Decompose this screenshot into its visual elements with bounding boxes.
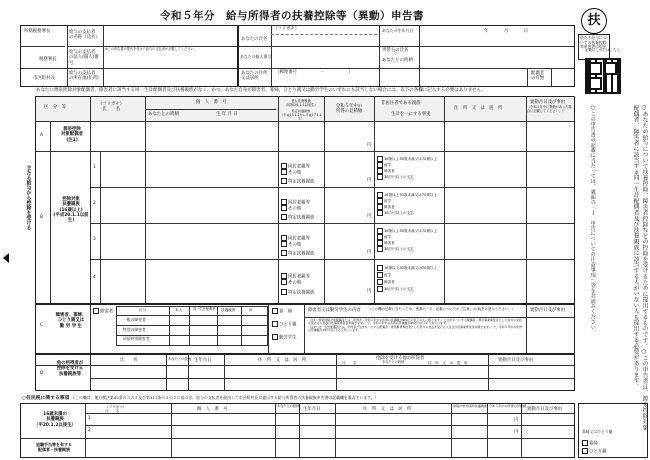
- birth-day-unit: 日: [523, 29, 529, 34]
- opt-cohab: 同居老親等: [288, 164, 310, 170]
- postal-close: ）: [348, 70, 353, 75]
- tax-office-label: 所轄税務署長: [24, 29, 51, 34]
- qr-note: 記載のしかたはこちら: [585, 48, 620, 52]
- opt-widow: 寡 婦: [279, 309, 293, 315]
- payer-number-label: 給与の支払者 の法人(個人)番号: [69, 50, 99, 66]
- opt-cohab: 同居老親等: [288, 236, 310, 242]
- disability-grid: [116, 306, 268, 346]
- tax-office-suffix: 税務署長: [39, 57, 57, 62]
- r-col-number: 個 人 番 号: [197, 407, 228, 412]
- furigana-label: （フリガナ）: [273, 27, 300, 32]
- birth-year-unit: 年: [484, 29, 489, 34]
- row-num: 3: [93, 237, 96, 242]
- col-nonres-sub: 生計を一にする事実: [391, 112, 431, 117]
- col-specific: 特定扶養親族 （平成13.1.2から平成17.1.1生）: [280, 109, 322, 121]
- r-col-name: （フリガナ） 氏 名: [105, 405, 127, 414]
- nonres-opt-age: 16歳以上30歳未満又は70歳以上: [384, 157, 438, 161]
- form-badge: [581, 8, 607, 34]
- income-yen: 円: [367, 250, 372, 255]
- r-num-1: 1: [88, 416, 91, 421]
- sub-row-general: 一般の障害者: [123, 317, 146, 322]
- row-a-label: 源泉控除 対象配偶者 (注1): [61, 127, 83, 143]
- col-name: （フリガナ） 氏 名: [98, 102, 125, 113]
- dependent-row-3: [90, 223, 574, 260]
- r-yen-1: 円: [514, 418, 519, 423]
- opt-specific: 特定扶養親族: [288, 290, 315, 296]
- r-yen-2: 円: [514, 430, 519, 435]
- nonres-opt-study: 留学: [384, 235, 392, 239]
- d-col-relation: あなたとの続柄: [168, 357, 192, 361]
- opt-single: ひとり親: [279, 322, 297, 328]
- resident-heading: [22, 396, 379, 402]
- row-num: 1: [93, 165, 96, 170]
- resident-note: （この欄は、地方税法第45条の３の２及び第317条の３の２に基づき、給与の支払者を経由して市区町村長に提出する給与所得者の扶養親族申告書の記載欄を兼ねています。）: [71, 395, 379, 400]
- sub-col-self: 本人: [175, 308, 183, 312]
- d-col-birth: 生年月日: [194, 358, 212, 363]
- opt-student: 勤労学生: [279, 335, 297, 341]
- detail-label: 障害者又は勤労学生の内容: [308, 308, 361, 313]
- birth-label: あなたの生年月日: [382, 28, 414, 33]
- col-number: 個 人 番 号: [196, 100, 227, 105]
- d-col-change: 異動月日及び事由: [498, 358, 534, 363]
- side-explanation: ○あなたの給与について扶養控除、障害者控除などの控除を受けるために提出するものです。○この申告書は、源泉控除対象配偶者、障害者に該当する同一生計配偶者及び扶養親族に該当する人がいない人も提出する必要があります。: [632, 105, 647, 431]
- opt-specific: 特定扶養親族: [288, 251, 315, 257]
- other-earner-block: [35, 354, 575, 391]
- payer-name-label: 給与の支払者 の名称（氏名）: [69, 30, 100, 41]
- payer-address-label: 給与の支払者 の所在地(住所): [69, 71, 99, 82]
- col-old: 老人扶養親族 （昭和29.1.1以前生）: [284, 99, 318, 107]
- qr-code[interactable]: [585, 58, 621, 94]
- r-col-foreign: 控除対象外国外扶養親族: [453, 404, 488, 408]
- page-title: 令和５年分 給与所得者の扶養控除等（異動）申告書: [160, 10, 424, 22]
- birth-units: [484, 29, 528, 34]
- col-birth: 生 年 月 日: [216, 112, 238, 117]
- applicant-address-label: あなたの住所 又は居所: [241, 71, 268, 82]
- row-d-label: 他の所得者が 控除を受ける 扶養親族等: [56, 361, 84, 377]
- nonres-opt-payment: 38万円以上の支払: [384, 211, 414, 215]
- col-nonres: 非居住者である親族: [381, 101, 421, 106]
- nonres-opt-disabled: 障害者: [384, 169, 395, 173]
- c-change: 異動月日及び事由: [530, 308, 566, 313]
- left-arrow-icon: [3, 253, 9, 263]
- sub-row-special: 特別の障害者: [123, 327, 146, 332]
- opt-r-single: ひとり親: [589, 449, 607, 455]
- payer-number-field[interactable]: [105, 48, 235, 66]
- row-num: 2: [93, 201, 96, 206]
- row-num: 4: [93, 275, 96, 280]
- class-d: D: [40, 371, 44, 376]
- payer-address-field[interactable]: [105, 70, 235, 86]
- opt-other: その他: [288, 170, 302, 176]
- dependent-row-2: [90, 187, 574, 224]
- dependent-row-4: [90, 259, 574, 303]
- class-c: C: [40, 323, 44, 328]
- side-instruction: ○この申告書の記載に当たっては、裏面の「１ 申告についての注意事項」等をお読みください。: [589, 105, 596, 335]
- opt-specific: 特定扶養親族: [288, 179, 315, 185]
- opt-other: その他: [288, 242, 302, 248]
- opt-other: その他: [288, 280, 302, 286]
- widow-box-label: 寡婦又はひとり親: [582, 429, 613, 434]
- r-num-2: 2: [88, 428, 91, 433]
- opt-disabled: 障害者: [100, 309, 114, 315]
- sub-col-dependent: 扶養親族: [221, 308, 236, 312]
- nonres-opt-study: 留学: [384, 273, 392, 277]
- payer-number-note: ※この申告書の提出を受けた給与の支払者が記載してください。: [105, 47, 197, 51]
- class-a: A: [40, 133, 44, 138]
- col-change: 異動月日及び事由: [530, 100, 566, 105]
- sub-row-cohab-special: 同居特別障害者: [123, 336, 150, 341]
- d-col-address: 住 所 又 は 居 所: [258, 358, 307, 363]
- d-col-name: 氏 名: [120, 358, 138, 363]
- opt-other: その他: [288, 206, 302, 212]
- dependents-table: [35, 96, 575, 304]
- applicant-number-field[interactable]: [273, 48, 377, 66]
- applicant-name-field[interactable]: [273, 35, 377, 45]
- nonres-opt-study: 留学: [384, 199, 392, 203]
- left-side-label: 主たる給与から控除を受ける: [25, 165, 32, 230]
- sub-col-total: 計: [249, 308, 253, 312]
- r-col-change: 異動月日及び事由: [527, 407, 563, 412]
- income-yen: 円: [367, 214, 372, 219]
- notice-text: あなたに源泉控除対象配偶者、障害者に該当する同一生計配偶者及び扶養親族がなく、かつ、あなた自身が障害者、寡婦、ひとり親又は勤労学生のいずれにも該当しない場合には、以下の各欄に記入する必要はありません。: [36, 88, 486, 93]
- disability-block: [35, 304, 575, 354]
- qr-caption-box: [578, 34, 610, 60]
- spouse-name-field[interactable]: [92, 123, 144, 149]
- d-sub-name: 氏 名: [342, 361, 357, 365]
- nonres-opt-age: 16歳以上30歳未満又は70歳以上: [384, 229, 438, 233]
- col-address: 住 所 又 は 居 所: [454, 106, 503, 111]
- postal-label: （郵便番号: [275, 70, 297, 75]
- head-name-label: 世帯主の氏名: [382, 48, 409, 53]
- r-col-income: 令和５年中の所得の見積額: [489, 404, 527, 408]
- nonres-opt-payment: 38万円以上の支払: [384, 247, 414, 251]
- opt-specific: 特定扶養親族: [288, 215, 315, 221]
- income-yen: 円: [367, 289, 372, 294]
- spouse-income-yen: 円: [367, 143, 372, 148]
- widow-box: [578, 403, 648, 458]
- d-sub-address: 住 所 又 は 居 所: [428, 361, 468, 365]
- r-col-relation: あなたとの続柄: [277, 404, 300, 408]
- opt-cohab: 同居老親等: [288, 200, 310, 206]
- class-b: B: [40, 215, 44, 220]
- payer-name-field[interactable]: [105, 28, 235, 44]
- applicant-number-label: あなたの個人番号: [240, 54, 272, 59]
- d-sub-relation: あなたとの続柄: [382, 360, 405, 364]
- nonres-opt-payment: 38万円以上の支払: [384, 287, 414, 291]
- col-relation: あなたとの続柄: [148, 112, 179, 117]
- sub-col-spouse: 同一生計配偶者: [193, 307, 216, 311]
- postal-dash: －: [320, 70, 325, 75]
- qr-caption: 従たる給与についての扶養控除等申告書の提出: [580, 35, 607, 50]
- col-class: 区 分 等: [44, 105, 66, 110]
- employer-block: [20, 25, 238, 87]
- r-col-birth: 生年月日: [303, 407, 321, 412]
- nonres-opt-age: 16歳以上30歳未満又は70歳以上: [384, 193, 438, 197]
- income-yen: 円: [367, 178, 372, 183]
- row-b-label: 控除対象 扶養親族 (16歳以上) (平成20.1.1以前生): [53, 197, 89, 224]
- spouse-label: 配偶者 の有無: [531, 71, 545, 82]
- sub-col-class: 区分: [139, 308, 147, 312]
- opt-cohab: 同居老親等: [288, 274, 310, 280]
- footnote: （注1）源泉控除対象配偶者とは、所得者（令和５年中の所得の見積額が900万円以下の人に限ります。）と生計を一にする配偶者（青色事業専従者として給与の支払を受ける人及び白色事業専従者を除きます。）で、令和５年中の所得の見積額が95万円以下の人をいいます。 （注2）同一生計配偶者とは、所得者と生計を一にする配偶者（青色事業専従者として給与の支払を受ける人及び白色事業専従者を除きます。）で、令和５年中の所得の見積額が48万円以下の人をいいます。: [308, 318, 523, 333]
- nonres-opt-payment: 38万円以上の支払: [384, 175, 414, 179]
- dependent-row-1: [90, 151, 574, 188]
- col-income: 令和５年中の 所得の見積額: [335, 104, 363, 115]
- applicant-block: [238, 25, 575, 87]
- birth-month-unit: 月: [503, 29, 509, 34]
- resident-table: [20, 403, 575, 458]
- detail-note: （この欄の記載に当たっては、裏面の「２ 記載についてのご注意」の(8)をお読みください。）: [368, 307, 516, 311]
- nonres-opt-disabled: 障害者: [384, 241, 395, 245]
- nonres-opt-study: 留学: [384, 163, 392, 167]
- d-col-other: 控除を受ける他の所得者: [376, 356, 425, 361]
- badge-label: 扶: [587, 13, 601, 28]
- nonres-opt-age: 16歳以上30歳未満又は70歳以上: [384, 266, 438, 270]
- r-row-under16: 16歳未満の 扶養親族 （平20.1.2以後生）: [34, 412, 76, 428]
- spouse-number-field[interactable]: [147, 123, 277, 149]
- nonres-opt-disabled: 障害者: [384, 205, 395, 209]
- r-col-address: 住 所 又 は 居 所: [363, 407, 412, 412]
- nonres-opt-disabled: 障害者: [384, 280, 395, 284]
- col-change-note: （令和５年中に異動があった場合に記載してください。）: [527, 105, 572, 113]
- row-c-label: 障害者、寡婦、 ひとり親又は 勤 労 学 生: [55, 313, 87, 329]
- opt-r-widow: 寡婦: [589, 441, 598, 447]
- city-label: 市区町村長: [33, 76, 55, 81]
- r-row-retire: 退職手当等を有する 配偶者・扶養親族: [36, 442, 72, 452]
- postal-code[interactable]: [275, 70, 353, 75]
- relation-label: あなたとの続柄: [382, 58, 413, 63]
- resident-heading-text: ○住民税に関する事項: [22, 396, 70, 401]
- applicant-name-label: あなたの氏名: [241, 37, 268, 42]
